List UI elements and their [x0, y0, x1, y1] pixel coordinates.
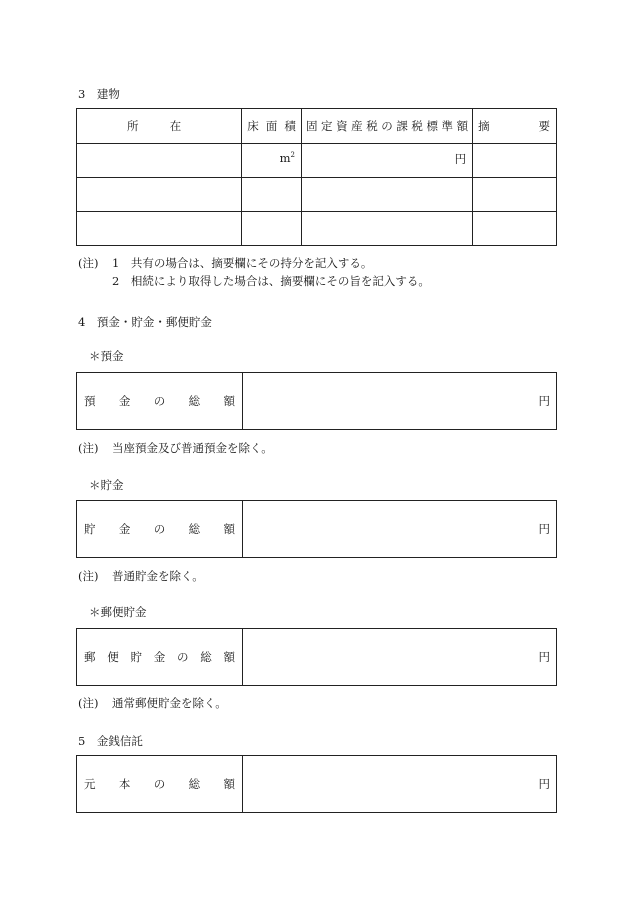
deposit-note-prefix: (注): [78, 441, 99, 455]
header-floor-area: 床 面 積: [242, 109, 302, 144]
note-line-1: 1 共有の場合は、摘要欄にその持分を記入する。: [112, 256, 373, 270]
note-line-2: 2 相続により取得した場合は、摘要欄にその旨を記入する。: [112, 274, 430, 288]
cell-tax-base[interactable]: 円: [301, 144, 472, 178]
table-row: [77, 212, 557, 246]
savings-label: 貯 金 の 総 額: [77, 501, 243, 558]
header-tax-base: 固 定 資 産 税 の 課 税 標 準 額: [301, 109, 472, 144]
cell-remarks[interactable]: [473, 212, 557, 246]
cell-remarks[interactable]: [473, 178, 557, 212]
deposit-amount-field[interactable]: 円: [243, 373, 557, 430]
header-remarks: 摘 要: [473, 109, 557, 144]
savings-subheading: ＊貯金: [89, 478, 124, 492]
deposit-label: 預 金 の 総 額: [77, 373, 243, 430]
postal-subheading: ＊郵便貯金: [89, 605, 147, 619]
cell-remarks[interactable]: [473, 144, 557, 178]
deposit-table: [76, 372, 557, 430]
cell-tax-base[interactable]: [301, 178, 472, 212]
cell-location[interactable]: [77, 144, 242, 178]
note-prefix: (注): [78, 256, 99, 270]
section-4-heading: 4 預金・貯金・郵便貯金: [78, 315, 212, 329]
header-location: 所 在: [77, 109, 242, 144]
cell-location[interactable]: [77, 178, 242, 212]
cell-floor-area[interactable]: [242, 212, 302, 246]
building-table-header-row: [77, 109, 557, 144]
savings-amount-field[interactable]: 円: [243, 501, 557, 558]
table-row: [77, 144, 557, 178]
savings-note: 普通貯金を除く。: [112, 569, 204, 583]
deposit-subheading: ＊預金: [89, 349, 124, 363]
trust-label: 元 本 の 総 額: [77, 756, 243, 813]
postal-note: 通常郵便貯金を除く。: [112, 696, 227, 710]
cell-floor-area[interactable]: [242, 178, 302, 212]
postal-note-prefix: (注): [78, 696, 99, 710]
cell-floor-area[interactable]: $m^2$: [242, 144, 302, 178]
cell-tax-base[interactable]: [301, 212, 472, 246]
cell-location[interactable]: [77, 212, 242, 246]
table-row: [77, 178, 557, 212]
savings-note-prefix: (注): [78, 569, 99, 583]
trust-amount-field[interactable]: 円: [243, 756, 557, 813]
section-3-heading: 3 建物: [78, 87, 120, 101]
postal-table: [76, 628, 557, 686]
building-table: [76, 108, 557, 246]
section-5-heading: 5 金銭信託: [78, 734, 143, 748]
postal-amount-field[interactable]: 円: [243, 629, 557, 686]
savings-table: [76, 500, 557, 558]
trust-table: [76, 755, 557, 813]
postal-label: 郵 便 貯 金 の 総 額: [77, 629, 243, 686]
deposit-note: 当座預金及び普通預金を除く。: [112, 441, 273, 455]
